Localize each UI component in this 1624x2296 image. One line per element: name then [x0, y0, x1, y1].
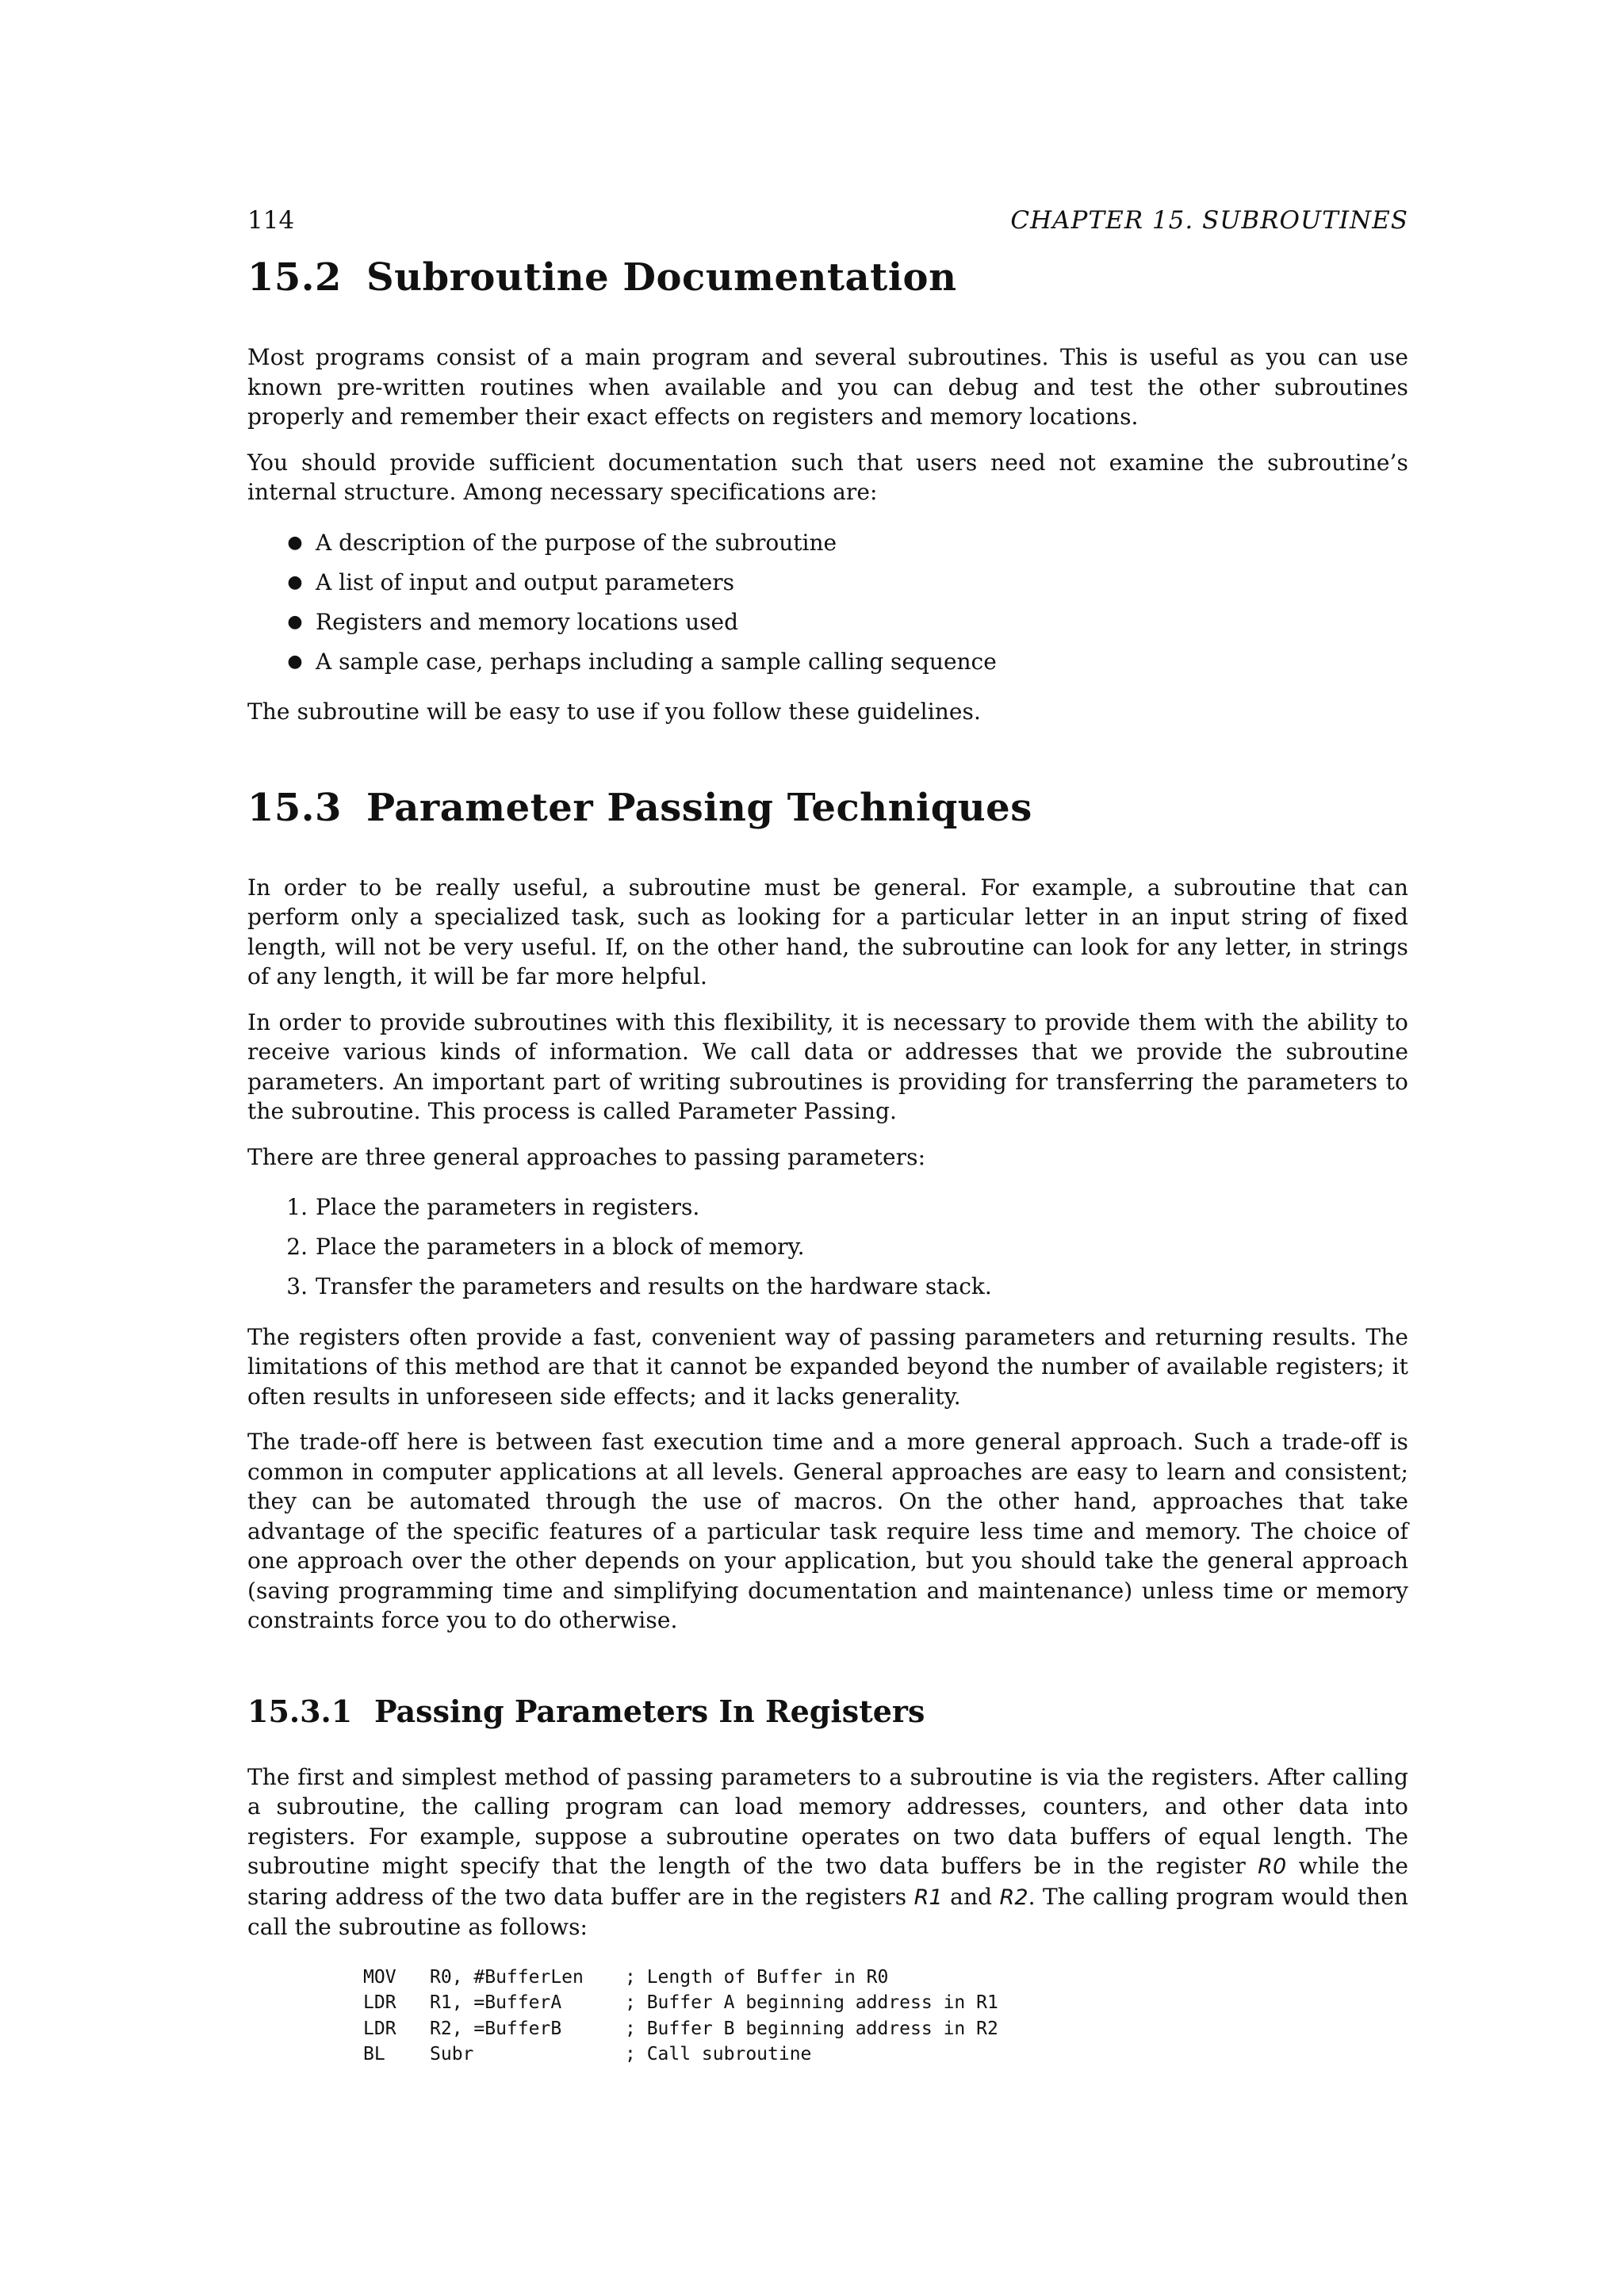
text-run: and	[942, 1883, 1000, 1910]
code-listing	[363, 1965, 1408, 2068]
paragraph	[247, 1762, 1408, 1942]
register-r2: R2	[999, 1885, 1028, 1910]
paragraph: Most programs consist of a main program and several subroutines. This is useful as you can use known pre-written routines when available and you can debug and test the other subroutines properly and remember their exact effects on registers and memory locations.	[247, 344, 1408, 430]
list-item-text: A sample case, perhaps including a sample calling sequence	[316, 648, 997, 675]
chapter-title: CHAPTER 15. SUBROUTINES	[1010, 206, 1408, 235]
list-item	[247, 1272, 1408, 1302]
list-item	[247, 1192, 1408, 1223]
text-run: The first and simplest method of passing parameters to a subroutine is via the registers. After calling a subroutine, the calling program can load memory addresses, counters, and other data into registers. For example, suppose a subroutine operates on two data buffers of equal length. The subroutine might specify that the length of the two data buffers be in the register	[247, 1763, 1408, 1879]
register-r0: R0	[1258, 1854, 1287, 1879]
list-item-text: Place the parameters in a block of memory.	[316, 1234, 805, 1260]
operands: R1, =BufferA	[430, 1992, 562, 2013]
list-item	[247, 647, 1408, 677]
comment: ; Buffer B beginning address in R2	[625, 2018, 998, 2039]
section-number: 15.2	[247, 255, 342, 300]
subsection-heading-15-3-1	[247, 1693, 1408, 1731]
list-item-text: Registers and memory locations used	[316, 608, 739, 635]
list-item-text: A list of input and output parameters	[316, 568, 734, 595]
text-run: while the staring address of the two data buffer are in the registers	[247, 1853, 1408, 1910]
opcode: LDR	[363, 2018, 396, 2039]
code-line	[363, 2042, 1408, 2068]
list-number: 1.	[286, 1194, 308, 1220]
list-item	[247, 528, 1408, 558]
operands: Subr	[430, 2044, 474, 2064]
section-title: Parameter Passing Techniques	[366, 785, 1032, 830]
section-title: Subroutine Documentation	[366, 255, 957, 300]
bullet-icon: ●	[287, 611, 303, 632]
comment: ; Buffer A beginning address in R1	[625, 1992, 998, 2013]
specifications-list	[247, 528, 1408, 677]
subsection-number: 15.3.1	[247, 1693, 353, 1729]
text-run: . The calling program would then call the subroutine as follows:	[247, 1883, 1408, 1940]
section-heading-15-3	[247, 784, 1408, 832]
operands: R2, =BufferB	[430, 2018, 562, 2039]
list-item-text: Place the parameters in registers.	[316, 1194, 700, 1220]
page-number: 114	[247, 206, 295, 235]
code-line	[363, 1990, 1408, 2016]
running-header	[247, 203, 1408, 238]
paragraph: In order to provide subroutines with this flexibility, it is necessary to provide them with the ability to receive various kinds of information. We call data or addresses that we provide the subroutine parameters. An important part of writing subroutines is providing for transferring the parameters to the subroutine. This process is called Parameter Passing.	[247, 1008, 1408, 1124]
list-item	[247, 1232, 1408, 1262]
list-item-text: Transfer the parameters and results on the hardware stack.	[316, 1273, 992, 1299]
operands: R0, #BufferLen	[430, 1966, 584, 1988]
paragraph: The trade-off here is between fast execution time and a more general approach. Such a trade-off is common in computer applications at all levels. General approaches are easy to learn and consistent; they can be automated through the use of macros. On the other hand, approaches that take advantage of the specific features of a particular task require less time and memory. The choice of one approach over the other depends on your application, but you should take the general approach (saving programming time and simplifying documentation and maintenance) unless time or memory constraints force you to do otherwise.	[247, 1429, 1408, 1633]
subsection-title: Passing Parameters In Registers	[374, 1693, 925, 1729]
paragraph: The registers often provide a fast, convenient way of passing parameters and returning results. The limitations of this method are that it cannot be expanded beyond the number of available registers; it often results in unforeseen side effects; and it lacks generality.	[247, 1323, 1408, 1410]
approaches-list	[247, 1192, 1408, 1302]
section-heading-15-2	[247, 254, 1408, 301]
bullet-icon: ●	[287, 651, 303, 672]
list-number: 3.	[286, 1273, 308, 1299]
paragraph: In order to be really useful, a subroutine must be general. For example, a subroutine that can perform only a specialized task, such as looking for a particular letter in an input string of fixed length, will not be very useful. If, on the other hand, the subroutine can look for any letter, in strings of any length, it will be far more helpful.	[247, 874, 1408, 989]
code-line	[363, 2016, 1408, 2042]
code-line	[363, 1965, 1408, 1991]
book-page	[247, 203, 1408, 2068]
list-item	[247, 607, 1408, 637]
list-number: 2.	[286, 1234, 308, 1260]
paragraph: You should provide sufficient documentation such that users need not examine the subroutine’s internal structure. Among necessary specifications are:	[247, 449, 1408, 505]
comment: ; Length of Buffer in R0	[625, 1966, 889, 1988]
list-item-text: A description of the purpose of the subroutine	[316, 529, 837, 556]
opcode: BL	[363, 2044, 385, 2064]
section-number: 15.3	[247, 785, 342, 830]
list-item	[247, 568, 1408, 598]
bullet-icon: ●	[287, 532, 303, 553]
opcode: LDR	[363, 1992, 396, 2013]
paragraph: The subroutine will be easy to use if you follow these guidelines.	[247, 698, 982, 725]
paragraph: There are three general approaches to passing parameters:	[247, 1143, 926, 1170]
bullet-icon: ●	[287, 572, 303, 592]
opcode: MOV	[363, 1966, 396, 1988]
register-r1: R1	[914, 1885, 943, 1910]
comment: ; Call subroutine	[625, 2044, 812, 2064]
